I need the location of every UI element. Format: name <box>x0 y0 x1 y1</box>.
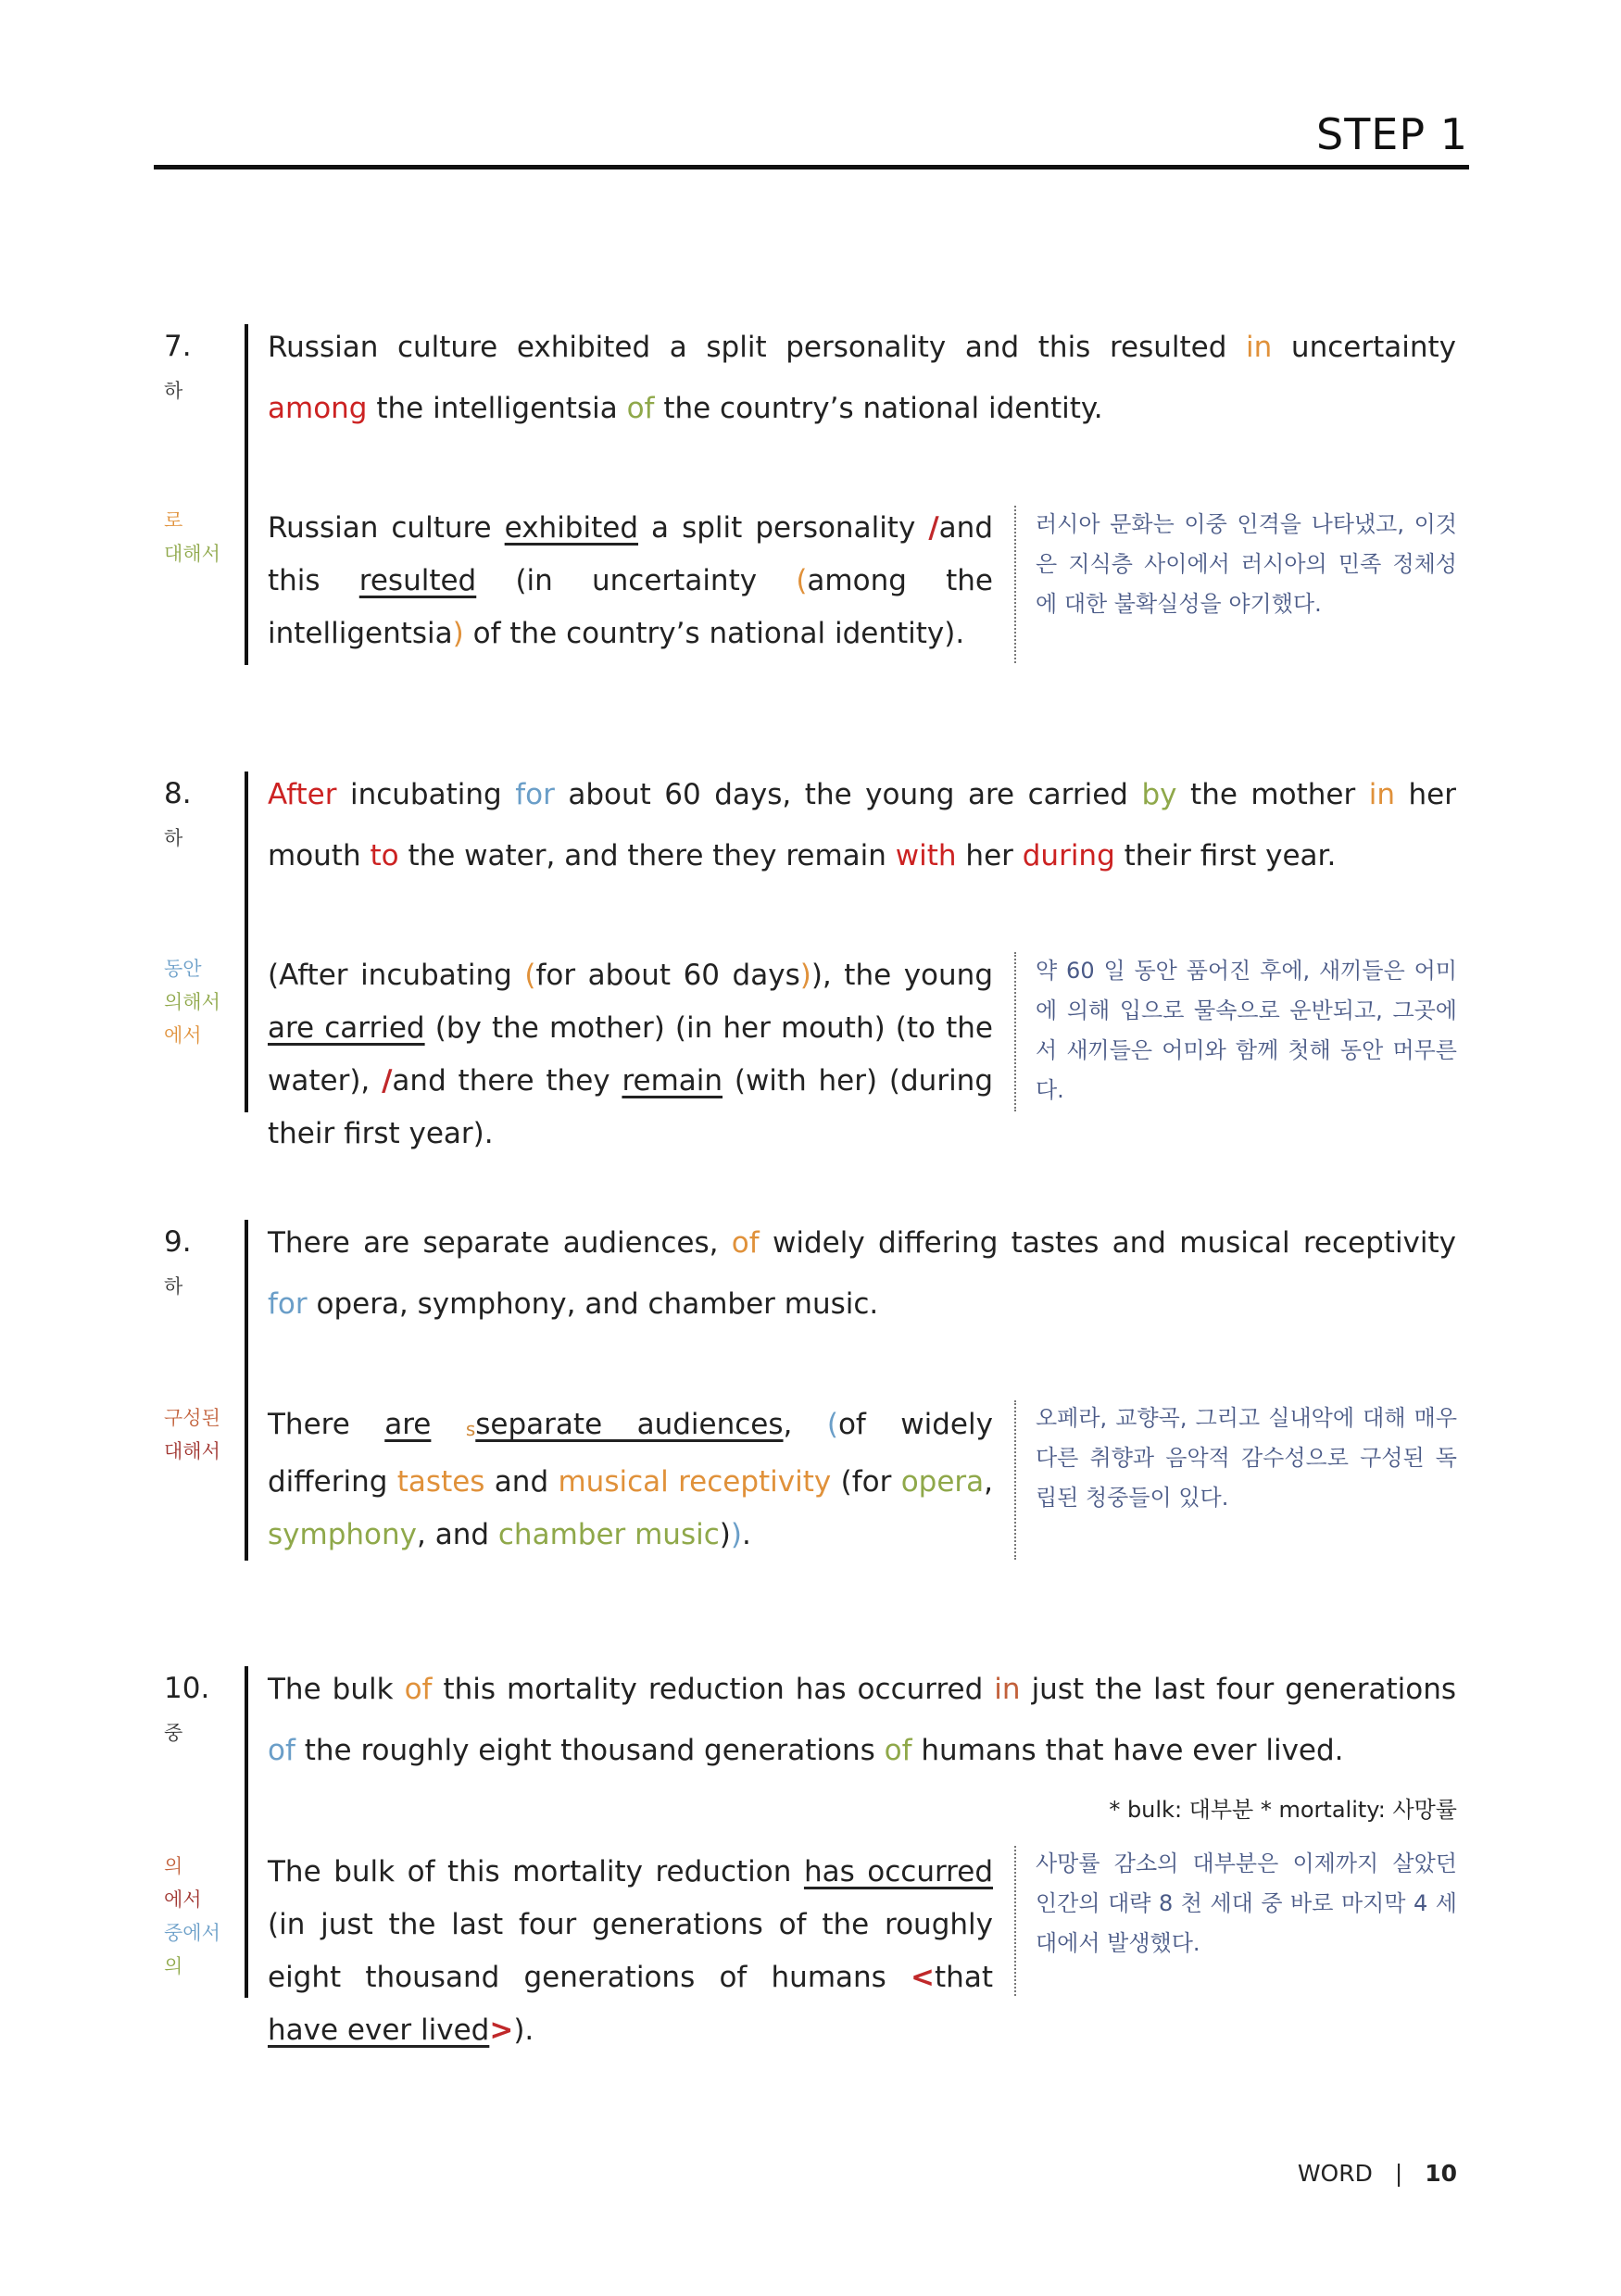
item-analysis: There are sseparate audiences, (of widely differing tastes and musical receptivity (for opera, symphony, and chamber music)). <box>268 1408 994 1551</box>
item-analysis: (After incubating (for about 60 days)), the young are carried (by the mother) (in her mouth) (to the water), /and there they remain (with her) (during their first year). <box>268 959 994 1150</box>
preposition-notes: 의 에서 중에서 의 <box>164 1855 220 1977</box>
item-bar <box>245 772 248 1112</box>
item-sentence: Russian culture exhibited a split personality and this resulted in uncertainty among the intelligentsia of the country’s national identity. <box>268 331 1456 425</box>
footer-label: WORD <box>1297 2160 1373 2187</box>
item-number: 9. <box>164 1225 192 1259</box>
page-number: 10 <box>1425 2160 1457 2187</box>
difficulty-level: 하 <box>164 380 183 402</box>
preposition-notes: 구성된 대해서 <box>164 1407 220 1462</box>
korean-translation: 사망률 감소의 대부분은 이제까지 살았던 인간의 대략 8 천 세대 중 바로 마지막 4 세대에서 발생했다. <box>1036 1851 1457 1956</box>
difficulty-level: 하 <box>164 827 183 849</box>
footer-separator: | <box>1394 2160 1403 2187</box>
item-number: 8. <box>164 777 192 810</box>
item-analysis: Russian culture exhibited a split personality /and this resulted (in uncertainty (among the intelligentsia) of the country’s national identity). <box>268 511 993 650</box>
dotted-divider <box>1014 1846 1016 1996</box>
dotted-divider <box>1014 952 1016 1111</box>
item-sentence: After incubating for about 60 days, the young are carried by the mother in her mouth to the water, and there they remain with her during their first year. <box>268 778 1456 872</box>
item-number: 7. <box>164 330 192 363</box>
item-sentence: There are separate audiences, of widely differing tastes and musical receptivity for opera, symphony, and chamber music. <box>268 1226 1457 1321</box>
dotted-divider <box>1014 1400 1016 1560</box>
item-bar <box>245 1666 248 1998</box>
item-number: 10. <box>164 1672 210 1705</box>
korean-translation: 오페라, 교향곡, 그리고 실내악에 대해 매우 다른 취향과 음악적 감수성으로 구성된 독립된 청중들이 있다. <box>1036 1405 1457 1511</box>
difficulty-level: 하 <box>164 1275 183 1298</box>
vocabulary-gloss: * bulk: 대부분 * mortality: 사망률 <box>1109 1797 1457 1823</box>
item-bar <box>245 1220 248 1561</box>
dotted-divider <box>1014 506 1016 663</box>
header-rule <box>154 165 1469 169</box>
page-footer <box>1298 2160 1457 2187</box>
item-analysis: The bulk of this mortality reduction has occurred (in just the last four generations of the roughly eight thousand generations of humans <that have ever lived>). <box>268 1855 993 2047</box>
preposition-notes: 로 대해서 <box>164 509 220 565</box>
korean-translation: 러시아 문화는 이중 인격을 나타냈고, 이것은 지식층 사이에서 러시아의 민족 정체성에 대한 불확실성을 야기했다. <box>1036 511 1457 617</box>
korean-translation: 약 60 일 동안 품어진 후에, 새끼들은 어미에 의해 입으로 물속으로 운반되고, 그곳에서 새끼들은 어미와 함께 첫해 동안 머무른다. <box>1036 958 1457 1103</box>
difficulty-level: 중 <box>164 1722 183 1744</box>
page-title: STEP 1 <box>1316 109 1468 159</box>
item-sentence: The bulk of this mortality reduction has occurred in just the last four generations of the roughly eight thousand generations of humans that have ever lived. <box>268 1673 1456 1767</box>
preposition-notes: 동안 의해서 에서 <box>164 958 220 1047</box>
item-bar <box>245 324 248 665</box>
